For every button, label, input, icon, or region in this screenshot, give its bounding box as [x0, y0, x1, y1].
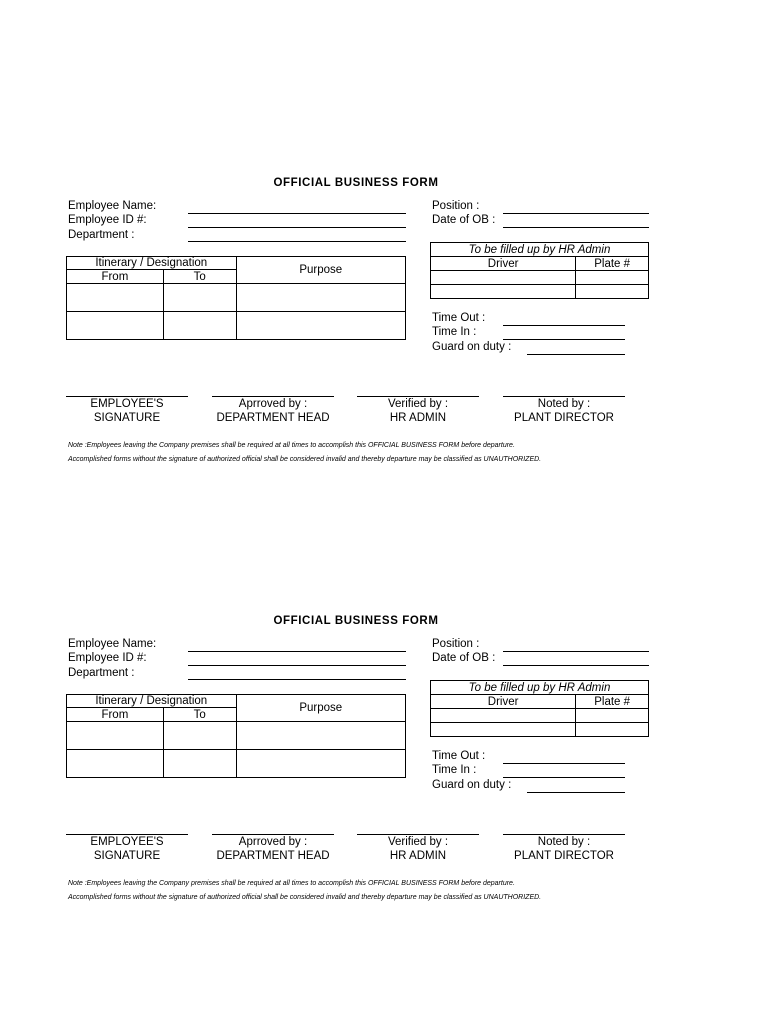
purpose-cell[interactable]	[236, 284, 405, 312]
time-in-label: Time In :	[432, 326, 477, 338]
noted-by-label	[494, 835, 634, 863]
employee-signature-label	[57, 397, 197, 425]
purpose-cell[interactable]	[236, 750, 405, 778]
approved-by-line2: DEPARTMENT HEAD	[216, 412, 330, 424]
department-label: Department :	[68, 667, 135, 679]
official-business-form-1	[0, 172, 768, 492]
purpose-cell[interactable]	[236, 312, 405, 340]
employee-id-field[interactable]	[188, 665, 406, 666]
to-cell[interactable]	[163, 284, 236, 312]
hr-admin-table	[430, 242, 649, 299]
driver-cell[interactable]	[431, 709, 576, 723]
position-label: Position :	[432, 638, 480, 650]
date-of-ob-field[interactable]	[503, 227, 649, 228]
time-out-label: Time Out :	[432, 312, 486, 324]
itinerary-header: Itinerary / Designation	[67, 257, 237, 270]
approved-by-label	[203, 397, 343, 425]
plate-cell[interactable]	[576, 709, 649, 723]
department-field[interactable]	[188, 679, 406, 680]
employee-id-label: Employee ID #:	[68, 652, 147, 664]
plate-cell[interactable]	[576, 271, 649, 285]
verified-by-line2: HR ADMIN	[389, 412, 447, 424]
position-label: Position :	[432, 200, 480, 212]
to-cell[interactable]	[163, 750, 236, 778]
employee-name-field[interactable]	[188, 651, 406, 652]
verified-by-line1: Verified by :	[387, 398, 449, 410]
noted-by-line1: Noted by :	[537, 398, 591, 410]
note-text-1: Note :Employees leaving the Company premises shall be required at all times to accomplish this OFFICIAL BUSINESS FORM before departure.	[68, 442, 515, 449]
hr-admin-header: To be filled up by HR Admin	[431, 681, 649, 695]
employee-signature-label	[57, 835, 197, 863]
date-of-ob-label: Date of OB :	[432, 652, 496, 664]
to-cell[interactable]	[163, 312, 236, 340]
hr-admin-header: To be filled up by HR Admin	[431, 243, 649, 257]
driver-cell[interactable]	[431, 271, 576, 285]
to-header: To	[163, 270, 236, 284]
noted-by-line1: Noted by :	[537, 836, 591, 848]
itinerary-table	[66, 256, 406, 340]
official-business-form-2	[0, 610, 768, 930]
employee-signature-line1: EMPLOYEE'S	[90, 836, 164, 848]
verified-by-label	[348, 835, 488, 863]
plate-cell[interactable]	[576, 285, 649, 299]
approved-by-line2: DEPARTMENT HEAD	[216, 850, 330, 862]
noted-by-line2: PLANT DIRECTOR	[514, 412, 614, 424]
employee-id-label: Employee ID #:	[68, 214, 147, 226]
verified-by-line2: HR ADMIN	[389, 850, 447, 862]
date-of-ob-label: Date of OB :	[432, 214, 496, 226]
note-text-1: Note :Employees leaving the Company premises shall be required at all times to accomplish this OFFICIAL BUSINESS FORM before departure.	[68, 880, 515, 887]
guard-on-duty-field[interactable]	[527, 792, 625, 793]
to-cell[interactable]	[163, 722, 236, 750]
driver-cell[interactable]	[431, 285, 576, 299]
time-in-field[interactable]	[503, 777, 625, 778]
noted-by-label	[494, 397, 634, 425]
department-field[interactable]	[188, 241, 406, 242]
driver-cell[interactable]	[431, 723, 576, 737]
position-field[interactable]	[503, 651, 649, 652]
from-cell[interactable]	[67, 722, 164, 750]
plate-header: Plate #	[576, 695, 649, 709]
hr-admin-table	[430, 680, 649, 737]
plate-header: Plate #	[576, 257, 649, 271]
employee-name-label: Employee Name:	[68, 638, 157, 650]
itinerary-header: Itinerary / Designation	[67, 695, 237, 708]
itinerary-table	[66, 694, 406, 778]
from-header: From	[67, 708, 164, 722]
date-of-ob-field[interactable]	[503, 665, 649, 666]
to-header: To	[163, 708, 236, 722]
purpose-header: Purpose	[236, 695, 405, 722]
noted-by-line2: PLANT DIRECTOR	[514, 850, 614, 862]
from-cell[interactable]	[67, 312, 164, 340]
time-out-label: Time Out :	[432, 750, 486, 762]
verified-by-label	[348, 397, 488, 425]
from-cell[interactable]	[67, 284, 164, 312]
position-field[interactable]	[503, 213, 649, 214]
employee-signature-line1: EMPLOYEE'S	[90, 398, 164, 410]
from-header: From	[67, 270, 164, 284]
approved-by-line1: Aprroved by :	[238, 398, 308, 410]
note-text-2: Accomplished forms without the signature of authorized official shall be considered invalid and thereby departure may be classified as UNAUTHORIZED.	[68, 894, 542, 901]
guard-on-duty-label: Guard on duty :	[432, 779, 512, 791]
approved-by-line1: Aprroved by :	[238, 836, 308, 848]
form-title: OFFICIAL BUSINESS FORM	[273, 177, 439, 189]
approved-by-label	[203, 835, 343, 863]
time-in-label: Time In :	[432, 764, 477, 776]
guard-on-duty-label: Guard on duty :	[432, 341, 512, 353]
purpose-header: Purpose	[236, 257, 405, 284]
driver-header: Driver	[431, 695, 576, 709]
driver-header: Driver	[431, 257, 576, 271]
employee-name-field[interactable]	[188, 213, 406, 214]
purpose-cell[interactable]	[236, 722, 405, 750]
employee-id-field[interactable]	[188, 227, 406, 228]
time-out-field[interactable]	[503, 763, 625, 764]
note-text-2: Accomplished forms without the signature of authorized official shall be considered invalid and thereby departure may be classified as UNAUTHORIZED.	[68, 456, 542, 463]
form-title: OFFICIAL BUSINESS FORM	[273, 615, 439, 627]
time-in-field[interactable]	[503, 339, 625, 340]
from-cell[interactable]	[67, 750, 164, 778]
verified-by-line1: Verified by :	[387, 836, 449, 848]
employee-signature-line2: SIGNATURE	[93, 850, 161, 862]
plate-cell[interactable]	[576, 723, 649, 737]
employee-signature-line2: SIGNATURE	[93, 412, 161, 424]
department-label: Department :	[68, 229, 135, 241]
employee-name-label: Employee Name:	[68, 200, 157, 212]
guard-on-duty-field[interactable]	[527, 354, 625, 355]
time-out-field[interactable]	[503, 325, 625, 326]
